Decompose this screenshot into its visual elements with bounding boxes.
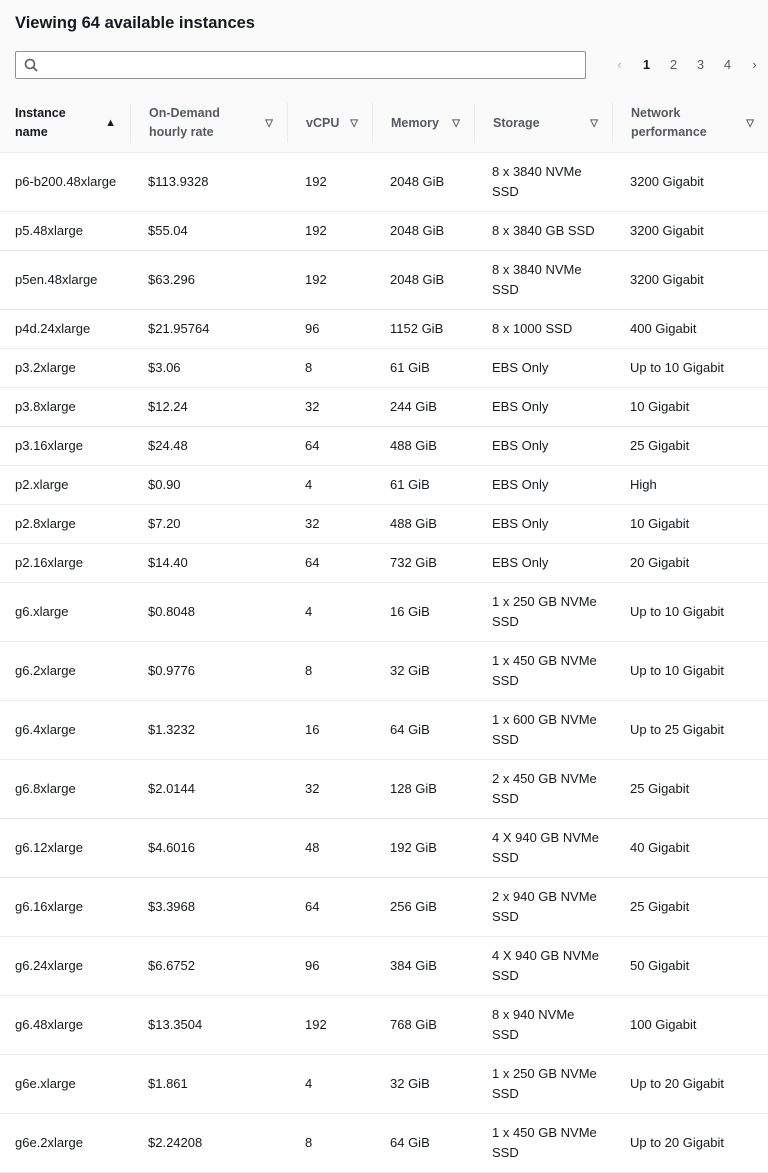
sort-icon[interactable]: ▽	[590, 117, 598, 129]
cell-hourly-rate: $3.06	[130, 348, 287, 387]
cell-storage: 8 x 3840 GB SSD	[474, 211, 612, 250]
cell-hourly-rate: $2.24208	[130, 1113, 287, 1172]
cell-vcpu: 96	[287, 309, 372, 348]
cell-storage: 8 x 3840 NVMe SSD	[474, 152, 612, 211]
cell-instance-name: p6-b200.48xlarge	[0, 152, 130, 211]
cell-memory: 732 GiB	[372, 543, 474, 582]
cell-memory: 256 GiB	[372, 877, 474, 936]
page-4-button[interactable]: 4	[723, 57, 732, 72]
table-row[interactable]	[0, 211, 768, 250]
cell-instance-name: g6e.xlarge	[0, 1054, 130, 1113]
cell-storage: EBS Only	[474, 387, 612, 426]
cell-hourly-rate: $55.04	[130, 211, 287, 250]
cell-storage: 4 X 940 GB NVMe SSD	[474, 818, 612, 877]
cell-memory: 61 GiB	[372, 348, 474, 387]
cell-memory: 488 GiB	[372, 426, 474, 465]
cell-network-performance: Up to 10 Gigabit	[612, 641, 768, 700]
cell-network-performance: 10 Gigabit	[612, 504, 768, 543]
cell-memory: 32 GiB	[372, 641, 474, 700]
column-header-instance-name[interactable]	[0, 95, 130, 152]
cell-storage: EBS Only	[474, 543, 612, 582]
cell-vcpu: 192	[287, 250, 372, 309]
cell-hourly-rate: $21.95764	[130, 309, 287, 348]
cell-instance-name: g6.4xlarge	[0, 700, 130, 759]
cell-memory: 488 GiB	[372, 504, 474, 543]
cell-vcpu: 64	[287, 426, 372, 465]
table-row[interactable]	[0, 877, 768, 936]
table-row[interactable]	[0, 152, 768, 211]
cell-vcpu: 16	[287, 700, 372, 759]
cell-network-performance: Up to 25 Gigabit	[612, 700, 768, 759]
cell-hourly-rate: $1.861	[130, 1054, 287, 1113]
cell-instance-name: g6e.2xlarge	[0, 1113, 130, 1172]
cell-memory: 2048 GiB	[372, 211, 474, 250]
table-row[interactable]	[0, 936, 768, 995]
cell-storage: 2 x 450 GB NVMe SSD	[474, 759, 612, 818]
cell-hourly-rate: $12.24	[130, 387, 287, 426]
cell-hourly-rate: $0.8048	[130, 582, 287, 641]
cell-vcpu: 192	[287, 211, 372, 250]
cell-memory: 128 GiB	[372, 759, 474, 818]
cell-hourly-rate: $6.6752	[130, 936, 287, 995]
cell-instance-name: g6.48xlarge	[0, 995, 130, 1054]
table-row[interactable]	[0, 582, 768, 641]
cell-vcpu: 96	[287, 936, 372, 995]
cell-storage: 4 X 940 GB NVMe SSD	[474, 936, 612, 995]
table-row[interactable]	[0, 250, 768, 309]
sort-ascending-icon[interactable]: ▲	[105, 116, 116, 129]
cell-storage: 1 x 450 GB NVMe SSD	[474, 1113, 612, 1172]
cell-network-performance: Up to 20 Gigabit	[612, 1113, 768, 1172]
cell-instance-name: p3.2xlarge	[0, 348, 130, 387]
cell-memory: 2048 GiB	[372, 152, 474, 211]
column-header-storage[interactable]	[474, 95, 612, 152]
cell-memory: 16 GiB	[372, 582, 474, 641]
cell-memory: 61 GiB	[372, 465, 474, 504]
cell-hourly-rate: $24.48	[130, 426, 287, 465]
cell-instance-name: g6.16xlarge	[0, 877, 130, 936]
search-box[interactable]	[15, 51, 586, 79]
cell-instance-name: p5.48xlarge	[0, 211, 130, 250]
table-row[interactable]	[0, 1113, 768, 1172]
sort-icon[interactable]: ▽	[350, 117, 358, 129]
cell-instance-name: g6.xlarge	[0, 582, 130, 641]
cell-network-performance: 25 Gigabit	[612, 759, 768, 818]
cell-hourly-rate: $113.9328	[130, 152, 287, 211]
table-row[interactable]	[0, 543, 768, 582]
cell-vcpu: 64	[287, 877, 372, 936]
column-label: Instance name	[15, 106, 66, 140]
table-row[interactable]	[0, 348, 768, 387]
cell-instance-name: p3.16xlarge	[0, 426, 130, 465]
cell-instance-name: p4d.24xlarge	[0, 309, 130, 348]
cell-hourly-rate: $4.6016	[130, 818, 287, 877]
column-label: Memory	[391, 115, 439, 130]
column-header-hourly-rate[interactable]	[130, 95, 287, 152]
cell-vcpu: 4	[287, 1054, 372, 1113]
cell-network-performance: Up to 10 Gigabit	[612, 348, 768, 387]
cell-instance-name: g6.24xlarge	[0, 936, 130, 995]
page-2-button[interactable]: 2	[669, 57, 678, 72]
cell-network-performance: High	[612, 465, 768, 504]
table-row[interactable]	[0, 641, 768, 700]
column-header-memory[interactable]	[372, 95, 474, 152]
cell-network-performance: 3200 Gigabit	[612, 250, 768, 309]
table-row[interactable]	[0, 309, 768, 348]
cell-vcpu: 8	[287, 1113, 372, 1172]
table-row[interactable]	[0, 995, 768, 1054]
cell-storage: 2 x 940 GB NVMe SSD	[474, 877, 612, 936]
column-label: vCPU	[306, 115, 340, 130]
cell-hourly-rate: $7.20	[130, 504, 287, 543]
cell-storage: 8 x 1000 SSD	[474, 309, 612, 348]
cell-hourly-rate: $0.9776	[130, 641, 287, 700]
cell-network-performance: Up to 20 Gigabit	[612, 1054, 768, 1113]
cell-vcpu: 8	[287, 641, 372, 700]
sort-icon[interactable]: ▽	[265, 117, 273, 129]
column-header-vcpu[interactable]	[287, 95, 372, 152]
page-title: Viewing 64 available instances	[15, 14, 255, 32]
cell-instance-name: p5en.48xlarge	[0, 250, 130, 309]
cell-vcpu: 64	[287, 543, 372, 582]
cell-vcpu: 192	[287, 152, 372, 211]
cell-network-performance: Up to 10 Gigabit	[612, 582, 768, 641]
pagination	[606, 57, 768, 72]
cell-vcpu: 32	[287, 759, 372, 818]
cell-memory: 768 GiB	[372, 995, 474, 1054]
cell-vcpu: 192	[287, 995, 372, 1054]
cell-network-performance: 40 Gigabit	[612, 818, 768, 877]
table-row[interactable]	[0, 759, 768, 818]
cell-vcpu: 4	[287, 465, 372, 504]
cell-vcpu: 8	[287, 348, 372, 387]
cell-network-performance: 100 Gigabit	[612, 995, 768, 1054]
cell-network-performance: 3200 Gigabit	[612, 211, 768, 250]
cell-hourly-rate: $63.296	[130, 250, 287, 309]
instances-table	[0, 95, 768, 1173]
table-row[interactable]	[0, 504, 768, 543]
cell-storage: 8 x 940 NVMe SSD	[474, 995, 612, 1054]
sort-icon[interactable]: ▽	[746, 117, 754, 129]
page-3-button[interactable]: 3	[696, 57, 705, 72]
cell-storage: EBS Only	[474, 504, 612, 543]
cell-network-performance: 400 Gigabit	[612, 309, 768, 348]
cell-storage: EBS Only	[474, 465, 612, 504]
table-row[interactable]	[0, 1054, 768, 1113]
cell-network-performance: 20 Gigabit	[612, 543, 768, 582]
cell-storage: EBS Only	[474, 426, 612, 465]
cell-memory: 64 GiB	[372, 700, 474, 759]
cell-hourly-rate: $2.0144	[130, 759, 287, 818]
cell-memory: 64 GiB	[372, 1113, 474, 1172]
cell-instance-name: p2.8xlarge	[0, 504, 130, 543]
previous-page-button[interactable]: ‹	[617, 57, 622, 72]
cell-memory: 384 GiB	[372, 936, 474, 995]
column-label: Storage	[493, 115, 540, 130]
column-header-network-performance[interactable]	[612, 95, 768, 152]
cell-storage: 1 x 250 GB NVMe SSD	[474, 1054, 612, 1113]
cell-instance-name: p2.xlarge	[0, 465, 130, 504]
cell-hourly-rate: $14.40	[130, 543, 287, 582]
cell-vcpu: 32	[287, 504, 372, 543]
cell-instance-name: g6.2xlarge	[0, 641, 130, 700]
cell-instance-name: p2.16xlarge	[0, 543, 130, 582]
cell-storage: 8 x 3840 NVMe SSD	[474, 250, 612, 309]
search-icon	[24, 58, 38, 72]
cell-instance-name: g6.8xlarge	[0, 759, 130, 818]
cell-hourly-rate: $1.3232	[130, 700, 287, 759]
cell-vcpu: 4	[287, 582, 372, 641]
cell-vcpu: 32	[287, 387, 372, 426]
table-row[interactable]	[0, 426, 768, 465]
page-1-button[interactable]: 1	[642, 57, 651, 72]
cell-storage: 1 x 600 GB NVMe SSD	[474, 700, 612, 759]
cell-hourly-rate: $13.3504	[130, 995, 287, 1054]
cell-storage: 1 x 450 GB NVMe SSD	[474, 641, 612, 700]
cell-memory: 192 GiB	[372, 818, 474, 877]
table-row[interactable]	[0, 465, 768, 504]
cell-instance-name: g6.12xlarge	[0, 818, 130, 877]
search-input[interactable]	[46, 52, 576, 78]
column-label: Network performance	[631, 106, 707, 140]
cell-memory: 1152 GiB	[372, 309, 474, 348]
cell-network-performance: 25 Gigabit	[612, 877, 768, 936]
cell-network-performance: 10 Gigabit	[612, 387, 768, 426]
cell-memory: 2048 GiB	[372, 250, 474, 309]
table-row[interactable]	[0, 700, 768, 759]
cell-hourly-rate: $0.90	[130, 465, 287, 504]
cell-vcpu: 48	[287, 818, 372, 877]
table-row[interactable]	[0, 387, 768, 426]
cell-instance-name: p3.8xlarge	[0, 387, 130, 426]
next-page-button[interactable]: ›	[752, 57, 757, 72]
cell-storage: EBS Only	[474, 348, 612, 387]
cell-network-performance: 50 Gigabit	[612, 936, 768, 995]
sort-icon[interactable]: ▽	[452, 117, 460, 129]
cell-memory: 244 GiB	[372, 387, 474, 426]
cell-network-performance: 3200 Gigabit	[612, 152, 768, 211]
table-row[interactable]	[0, 818, 768, 877]
cell-network-performance: 25 Gigabit	[612, 426, 768, 465]
cell-hourly-rate: $3.3968	[130, 877, 287, 936]
cell-memory: 32 GiB	[372, 1054, 474, 1113]
cell-storage: 1 x 250 GB NVMe SSD	[474, 582, 612, 641]
column-label: On-Demand hourly rate	[149, 106, 220, 140]
